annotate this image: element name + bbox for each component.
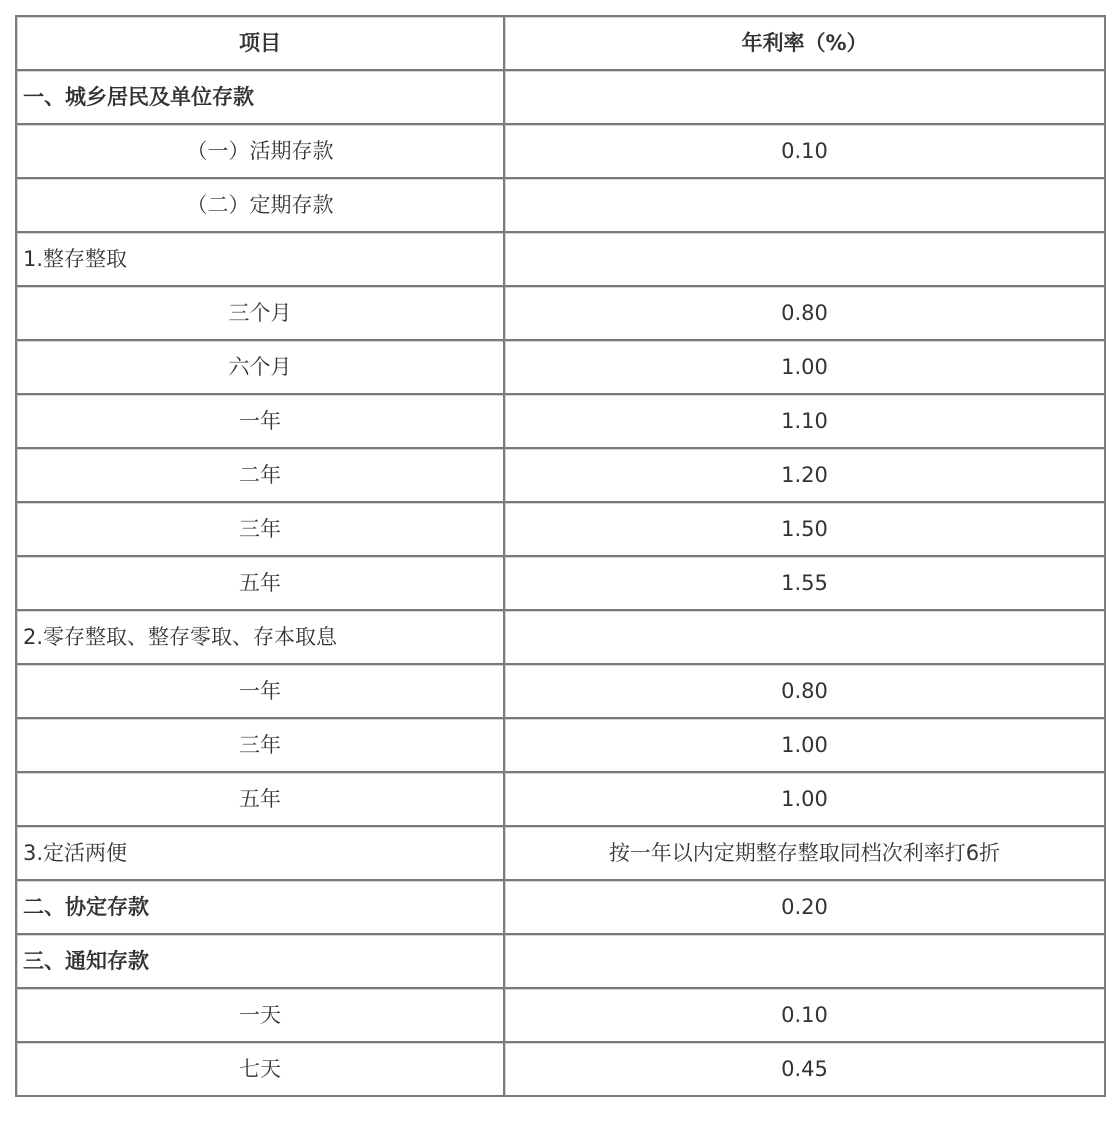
rate-cell: 1.00 xyxy=(505,773,1106,827)
item-cell: 二年 xyxy=(17,449,505,503)
table-row xyxy=(17,179,1106,233)
item-cell: 七天 xyxy=(17,1043,505,1097)
item-cell: 五年 xyxy=(17,773,505,827)
table-row xyxy=(17,287,1106,341)
item-cell: 一天 xyxy=(17,989,505,1043)
rate-cell xyxy=(505,233,1106,287)
item-cell: （一）活期存款 xyxy=(17,125,505,179)
item-cell: 五年 xyxy=(17,557,505,611)
table-row xyxy=(17,827,1106,881)
table-row xyxy=(17,935,1106,989)
item-cell: 三年 xyxy=(17,503,505,557)
deposit-rates-table xyxy=(15,15,1106,1097)
table-header-row xyxy=(17,17,1106,71)
item-cell: 三、通知存款 xyxy=(17,935,505,989)
table-row xyxy=(17,773,1106,827)
rate-cell xyxy=(505,935,1106,989)
table-row xyxy=(17,719,1106,773)
item-cell: 3.定活两便 xyxy=(17,827,505,881)
table-row xyxy=(17,881,1106,935)
table-row xyxy=(17,395,1106,449)
table-row xyxy=(17,449,1106,503)
item-cell: 三年 xyxy=(17,719,505,773)
item-cell: 2.零存整取、整存零取、存本取息 xyxy=(17,611,505,665)
table-row xyxy=(17,611,1106,665)
table-row xyxy=(17,341,1106,395)
rates-table-container xyxy=(15,15,1106,1097)
header-rate: 年利率（%） xyxy=(505,17,1106,71)
rate-cell: 1.00 xyxy=(505,719,1106,773)
item-cell: 一年 xyxy=(17,665,505,719)
item-cell: 六个月 xyxy=(17,341,505,395)
rate-cell: 按一年以内定期整存整取同档次利率打6折 xyxy=(505,827,1106,881)
table-row xyxy=(17,503,1106,557)
rate-cell: 0.10 xyxy=(505,989,1106,1043)
table-row xyxy=(17,989,1106,1043)
rate-cell: 0.20 xyxy=(505,881,1106,935)
table-row xyxy=(17,665,1106,719)
item-cell: 三个月 xyxy=(17,287,505,341)
rate-cell xyxy=(505,611,1106,665)
item-cell: （二）定期存款 xyxy=(17,179,505,233)
item-cell: 1.整存整取 xyxy=(17,233,505,287)
item-cell: 一年 xyxy=(17,395,505,449)
table-body xyxy=(17,71,1106,1097)
rate-cell: 0.45 xyxy=(505,1043,1106,1097)
rate-cell: 1.10 xyxy=(505,395,1106,449)
table-row xyxy=(17,125,1106,179)
item-cell: 二、协定存款 xyxy=(17,881,505,935)
header-item: 项目 xyxy=(17,17,505,71)
rate-cell: 1.55 xyxy=(505,557,1106,611)
table-row xyxy=(17,557,1106,611)
rate-cell xyxy=(505,179,1106,233)
rate-cell xyxy=(505,71,1106,125)
rate-cell: 0.80 xyxy=(505,287,1106,341)
rate-cell: 0.80 xyxy=(505,665,1106,719)
table-row xyxy=(17,233,1106,287)
table-row xyxy=(17,71,1106,125)
rate-cell: 0.10 xyxy=(505,125,1106,179)
rate-cell: 1.00 xyxy=(505,341,1106,395)
item-cell: 一、城乡居民及单位存款 xyxy=(17,71,505,125)
rate-cell: 1.20 xyxy=(505,449,1106,503)
rate-cell: 1.50 xyxy=(505,503,1106,557)
table-row xyxy=(17,1043,1106,1097)
